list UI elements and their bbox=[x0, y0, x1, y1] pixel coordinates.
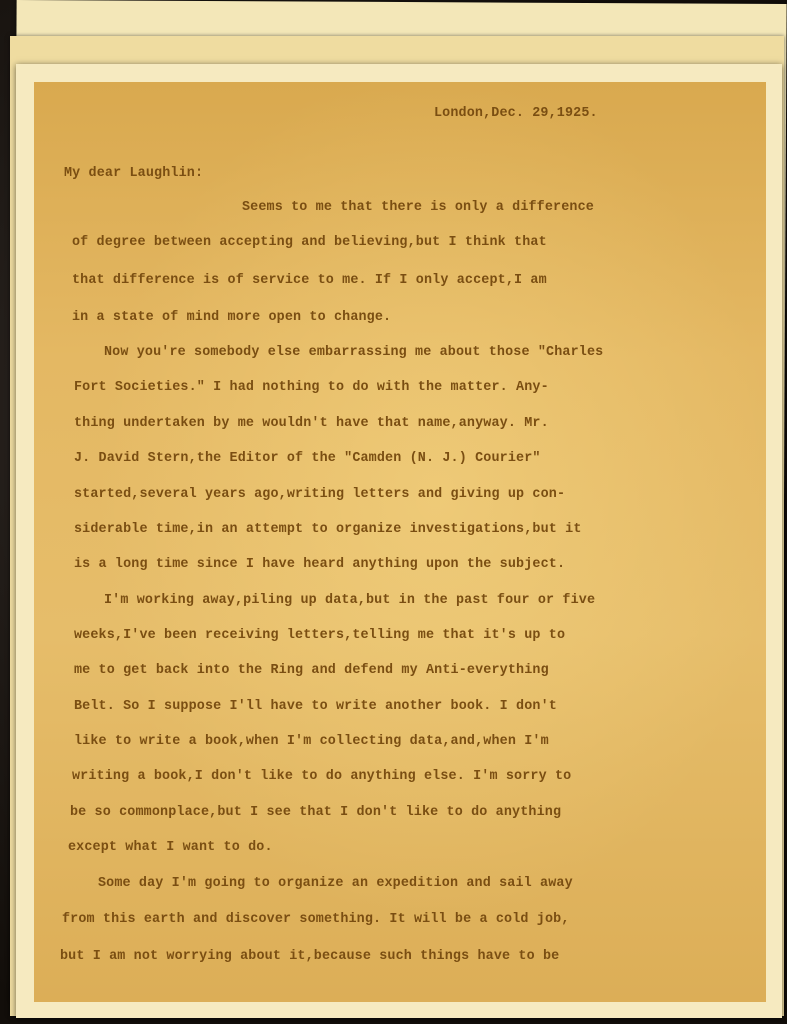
letter-line: Some day I'm going to organize an expedition and sail away bbox=[98, 876, 573, 891]
letter-date: London,Dec. 29,1925. bbox=[434, 106, 598, 121]
letter-line: be so commonplace,but I see that I don't like to do anything bbox=[70, 805, 562, 820]
typed-letter bbox=[34, 82, 766, 1002]
letter-line: Fort Societies." I had nothing to do with the matter. Any- bbox=[74, 380, 549, 395]
letter-line: weeks,I've been receiving letters,telling me that it's up to bbox=[74, 628, 566, 643]
letter-line: me to get back into the Ring and defend my Anti-everything bbox=[74, 663, 549, 678]
letter-line: except what I want to do. bbox=[68, 840, 273, 855]
letter-line: I'm working away,piling up data,but in the past four or five bbox=[104, 593, 596, 608]
letter-line: Seems to me that there is only a difference bbox=[242, 200, 594, 215]
letter-photo bbox=[34, 82, 766, 1002]
letter-line: J. David Stern,the Editor of the "Camden (N. J.) Courier" bbox=[74, 451, 541, 466]
letter-line: in a state of mind more open to change. bbox=[72, 310, 392, 325]
letter-salutation: My dear Laughlin: bbox=[64, 166, 204, 181]
letter-line: but I am not worrying about it,because such things have to be bbox=[60, 949, 560, 964]
letter-line: Belt. So I suppose I'll have to write another book. I don't bbox=[74, 699, 557, 714]
letter-line: Now you're somebody else embarrassing me about those "Charles bbox=[104, 345, 604, 360]
letter-line: started,several years ago,writing letters and giving up con- bbox=[74, 487, 566, 502]
letter-line: siderable time,in an attempt to organize investigations,but it bbox=[74, 522, 582, 537]
letter-line: of degree between accepting and believing,but I think that bbox=[72, 235, 547, 250]
letter-line: writing a book,I don't like to do anything else. I'm sorry to bbox=[72, 769, 572, 784]
letter-line: thing undertaken by me wouldn't have that name,anyway. Mr. bbox=[74, 416, 549, 431]
letter-line: from this earth and discover something. It will be a cold job, bbox=[62, 912, 570, 927]
letter-line: is a long time since I have heard anything upon the subject. bbox=[74, 557, 566, 572]
letter-line: like to write a book,when I'm collecting data,and,when I'm bbox=[74, 734, 549, 749]
letter-line: that difference is of service to me. If I only accept,I am bbox=[72, 273, 547, 288]
